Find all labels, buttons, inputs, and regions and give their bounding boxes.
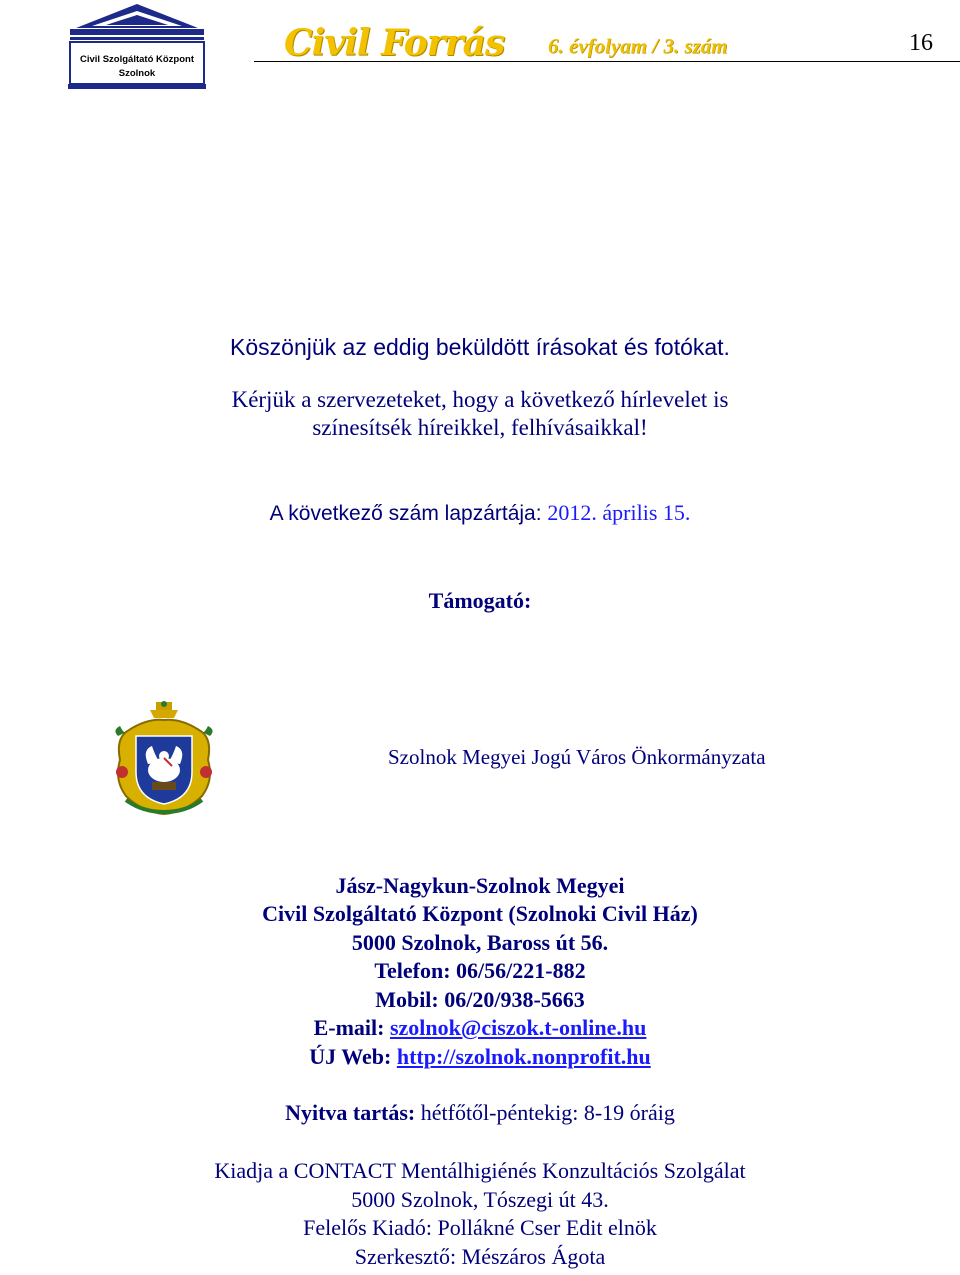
page-number: 16 (909, 30, 933, 56)
civil-center-logo (66, 2, 208, 90)
sponsor-name: Szolnok Megyei Jogú Város Önkormányzata (388, 745, 766, 769)
contact-address: 5000 Szolnok, Baross út 56. (351, 930, 609, 955)
issue-number: 6. évfolyam / 3. szám (548, 34, 728, 58)
request-text-line1: Kérjük a szervezeteket, hogy a következő hírlevelet is (231, 387, 729, 412)
sponsor-label: Támogató: (428, 588, 532, 613)
deadline-text (0, 500, 960, 526)
web-link[interactable]: http://szolnok.nonprofit.hu (396, 1044, 651, 1069)
request-text-line2: színesítsék híreikkel, felhívásaikkal! (312, 415, 648, 440)
contact-phone: Telefon: 06/56/221-882 (374, 958, 586, 983)
contact-org-line2: Civil Szolgáltató Központ (Szolnoki Civil Ház) (262, 901, 698, 926)
publisher-address: 5000 Szolnok, Tószegi út 43. (351, 1187, 609, 1212)
opening-hours-value: hétfőtől-péntekig: 8-19 óráig (415, 1100, 675, 1125)
email-link[interactable]: szolnok@ciszok.t-online.hu (389, 1015, 647, 1040)
opening-hours (0, 1100, 960, 1126)
newsletter-title: Civil Forrás (284, 22, 505, 64)
logo-text-line1: Civil Szolgáltató Központ (80, 54, 194, 65)
contact-email-row (0, 1015, 960, 1041)
deadline-date: 2012. április 15. (547, 500, 691, 525)
email-label: E-mail: (313, 1015, 390, 1040)
publisher-editor: Szerkesztő: Mészáros Ágota (354, 1244, 606, 1269)
coat-of-arms-icon (112, 700, 216, 816)
publisher-responsible: Felelős Kiadó: Pollákné Cser Edit elnök (303, 1215, 657, 1240)
opening-hours-label: Nyitva tartás: (285, 1100, 416, 1125)
contact-mobile: Mobil: 06/20/938-5663 (375, 987, 585, 1012)
thanks-text: Köszönjük az eddig beküldött írásokat és fotókat. (230, 334, 730, 360)
logo-text-line2: Szolnok (118, 68, 156, 79)
header-divider (254, 61, 960, 62)
deadline-label: A következő szám lapzártája: (269, 502, 548, 525)
contact-web-row (0, 1044, 960, 1070)
web-label: ÚJ Web: (309, 1044, 397, 1069)
publisher-line1: Kiadja a CONTACT Mentálhigiénés Konzultációs Szolgálat (214, 1158, 746, 1183)
contact-org-line1: Jász-Nagykun-Szolnok Megyei (335, 873, 625, 898)
